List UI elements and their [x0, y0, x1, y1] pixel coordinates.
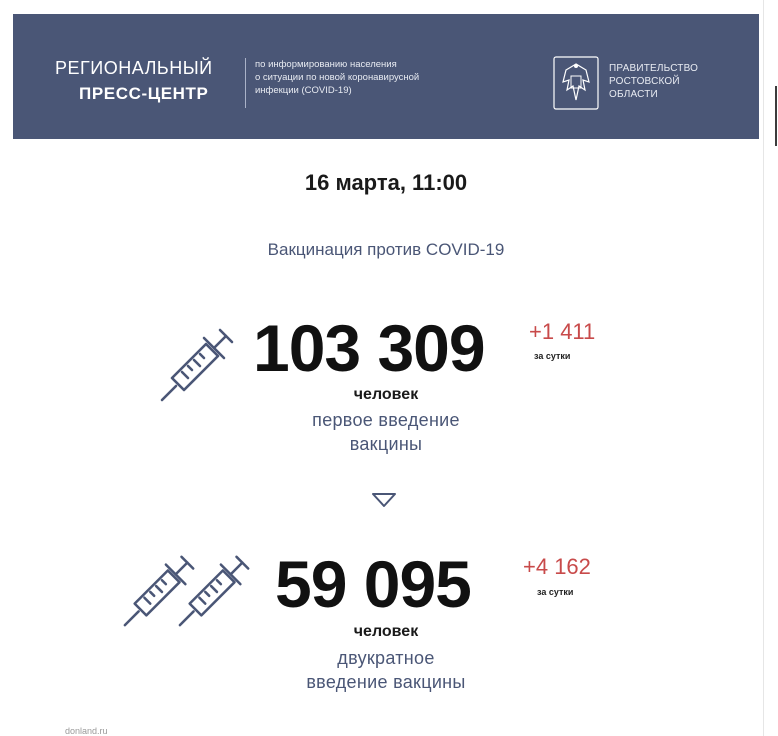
syringe-icon — [176, 549, 256, 629]
first-dose-count: 103 309 — [253, 311, 485, 385]
adjacent-panel-divider — [775, 86, 777, 146]
infographic — [13, 14, 759, 736]
source-label: donland.ru — [65, 726, 108, 736]
header-banner — [13, 14, 759, 139]
header-description: по информированию населения о ситуации по новой коронавирусной инфекции (COVID-19) — [255, 59, 420, 96]
first-dose-description-line1: первое введение — [312, 410, 460, 430]
government-label: ПРАВИТЕЛЬСТВО РОСТОВСКОЙ ОБЛАСТИ — [609, 63, 699, 100]
press-center-subtitle: ПРЕСС-ЦЕНТР — [79, 84, 209, 103]
first-dose-delta: +1 411 — [529, 319, 596, 344]
first-dose-unit: человек — [353, 386, 419, 403]
header-divider — [245, 58, 246, 108]
second-dose-delta: +4 162 — [523, 554, 591, 579]
triangle-down-icon — [371, 492, 397, 508]
second-dose-per-day: за сутки — [537, 587, 574, 597]
second-dose-unit: человек — [353, 623, 419, 640]
first-dose-per-day: за сутки — [534, 351, 571, 361]
second-dose-count: 59 095 — [275, 547, 471, 621]
second-dose-description-line2: введение вакцины — [306, 672, 466, 692]
coat-of-arms-icon — [553, 56, 599, 110]
report-date: 16 марта, 11:00 — [304, 170, 468, 195]
second-dose-description-line1: двукратное — [337, 648, 435, 668]
press-center-title: РЕГИОНАЛЬНЫЙ — [55, 58, 213, 78]
section-subtitle: Вакцинация против COVID-19 — [267, 240, 505, 259]
first-dose-description-line2: вакцины — [349, 434, 423, 454]
